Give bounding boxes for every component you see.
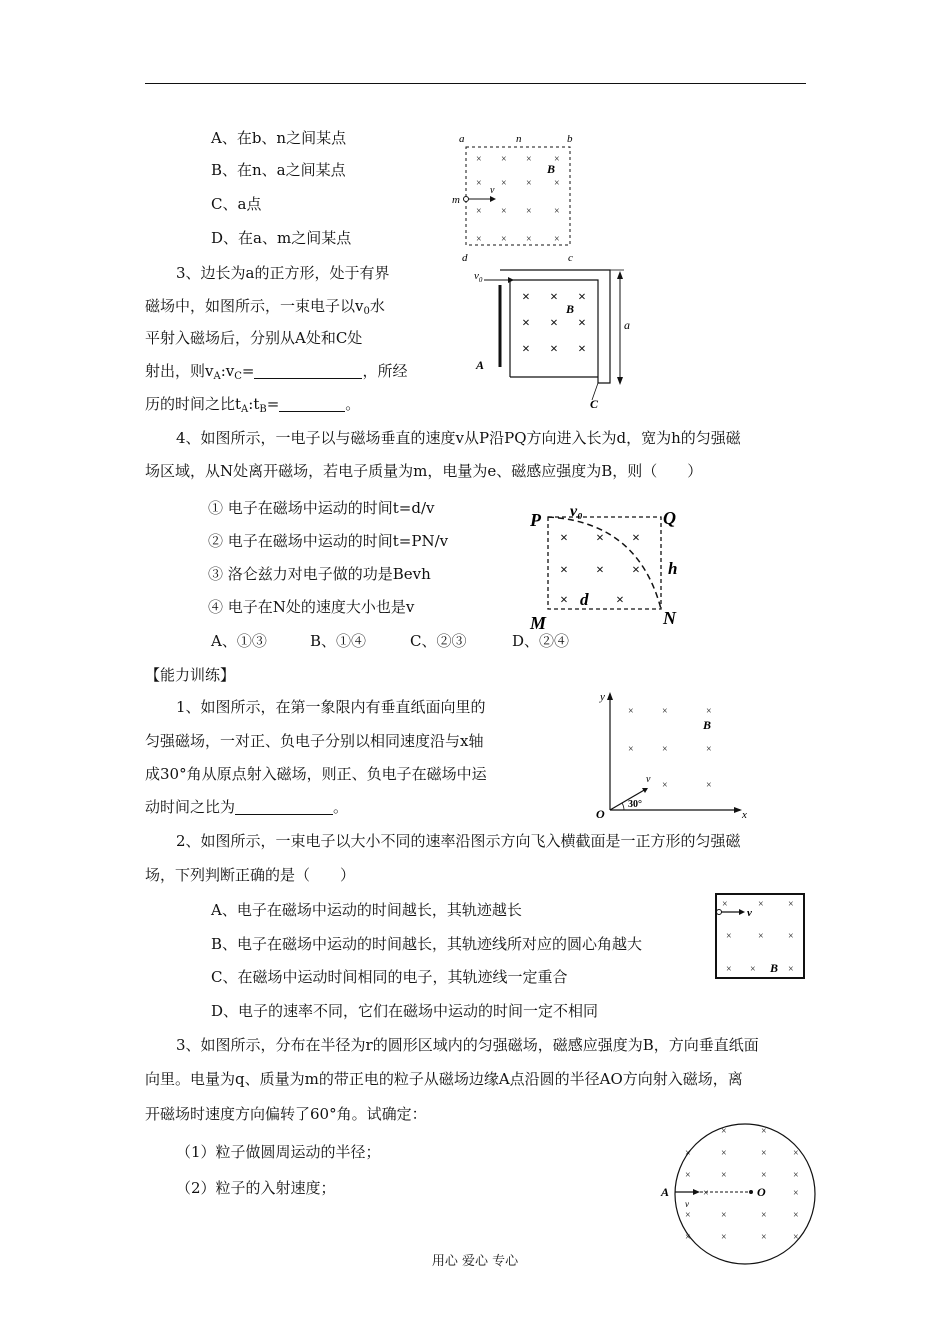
answer-blank-velocity-ratio[interactable] [254,364,362,379]
label-A: A [476,358,485,372]
q4-opt1: ① 电子在磁场中运动的时间t=d/v [208,499,435,517]
svg-text:×: × [758,899,764,910]
field-cross-marks [522,290,586,357]
svg-text:×: × [706,706,712,717]
svg-text:×: × [761,1210,767,1221]
svg-text:×: × [596,563,604,578]
label-B: B [566,302,575,316]
t2-option-a: A、电子在磁场中运动的时间越长，其轨迹越长 [211,901,522,919]
q2-option-d: D、在a、m之间某点 [211,229,352,247]
label-h: h [668,559,678,578]
svg-text:×: × [662,780,668,791]
label-Q: Q [663,508,676,528]
label-a: a [624,318,630,332]
label-c: c [568,252,573,264]
svg-text:×: × [578,290,586,305]
svg-text:×: × [793,1148,799,1159]
svg-text:×: × [788,964,794,975]
label-B: B [770,961,779,975]
q4-answer-b: B、①④ [310,632,367,650]
q2-option-c: C、a点 [211,195,262,213]
svg-text:×: × [596,531,604,546]
svg-text:×: × [522,342,530,357]
svg-text:×: × [476,206,482,217]
svg-text:×: × [761,1170,767,1181]
svg-text:×: × [501,234,507,245]
label-O: O [596,807,605,821]
svg-text:×: × [578,342,586,357]
svg-text:×: × [501,154,507,165]
label-y: y [600,691,605,703]
q3-line5: 历的时间之比$t_A:t_B=$ 。 [145,395,361,415]
t2-line2: 场，下列判断正确的是（ ） [145,866,356,884]
svg-text:×: × [560,531,568,546]
t1-line4: 动时间之比为 。 [145,798,349,816]
q3-line3: 平射入磁场后，分别从A处和C处 [145,329,363,347]
q4-answer-d: D、②④ [512,632,570,650]
svg-text:×: × [761,1148,767,1159]
label-B: B [547,162,556,176]
svg-text:×: × [726,931,732,942]
svg-text:×: × [522,316,530,331]
svg-text:×: × [476,234,482,245]
square-field-figure [450,130,590,265]
q4-line2: 场区域，从N处离开磁场，若电子质量为m，电量为e、磁感应强度为B，则（ ） [145,462,703,480]
answer-blank-time-ratio[interactable] [235,800,333,815]
header-rule [145,83,806,84]
svg-text:×: × [758,931,764,942]
svg-text:×: × [554,206,560,217]
label-C: C [590,397,599,411]
square-box-figure [712,890,812,985]
label-B: B [703,718,712,732]
q2-option-b: B、在n、a之间某点 [211,161,346,179]
svg-text:×: × [616,593,624,608]
svg-text:×: × [526,154,532,165]
svg-text:×: × [685,1232,691,1243]
t1-line2: 匀强磁场，一对正、负电子分别以相同速度沿与x轴 [145,732,484,750]
answer-blank-time-ratio[interactable] [279,397,345,412]
svg-text:×: × [788,899,794,910]
t2-line1: 2、如图所示，一束电子以大小不同的速率沿图示方向飞入横截面是一正方形的匀强磁 [176,832,741,850]
q3-line1: 3、边长为a的正方形，处于有界 [176,264,390,282]
label-v: v [490,185,495,196]
svg-text:×: × [761,1232,767,1243]
svg-text:×: × [662,744,668,755]
svg-text:×: × [578,316,586,331]
svg-text:×: × [550,316,558,331]
svg-text:×: × [550,342,558,357]
svg-text:×: × [793,1188,799,1199]
label-b: b [567,133,573,145]
t2-option-b: B、电子在磁场中运动的时间越长，其轨迹线所对应的圆心角越大 [211,935,643,953]
label-d: d [580,590,589,609]
svg-text:×: × [522,290,530,305]
svg-text:×: × [706,780,712,791]
t3-question1: （1）粒子做圆周运动的半径； [176,1143,381,1161]
t3-line2: 向里。电量为q、质量为m的带正电的粒子从磁场边缘A点沿圆的半径AO方向射入磁场，离 [145,1070,743,1088]
q4-opt4: ④ 电子在N处的速度大小也是v [208,598,415,616]
svg-text:×: × [526,178,532,189]
label-v0: $v_0$ [474,270,483,284]
t1-line3: 成30°角从原点射入磁场，则正、负电子在磁场中运 [145,765,487,783]
svg-text:×: × [501,178,507,189]
label-P: P [530,510,541,530]
svg-text:×: × [721,1170,727,1181]
svg-text:×: × [721,1210,727,1221]
svg-text:×: × [703,1188,709,1199]
svg-text:×: × [476,154,482,165]
q2-option-a: A、在b、n之间某点 [211,129,347,147]
field-cross-marks [722,899,794,975]
svg-text:×: × [722,899,728,910]
svg-text:×: × [721,1148,727,1159]
svg-text:×: × [662,706,668,717]
svg-text:×: × [685,1170,691,1181]
svg-text:×: × [726,964,732,975]
label-v: v [747,907,752,919]
svg-text:×: × [793,1210,799,1221]
label-N: N [663,608,676,628]
label-d: d [462,252,468,264]
svg-text:×: × [632,531,640,546]
bracket-field-figure [470,265,630,410]
svg-text:×: × [706,744,712,755]
pqnm-field-figure [528,502,693,632]
q3-line2: 磁场中，如图所示，一束电子以$v_0$水 [145,297,385,317]
label-M: M [530,613,547,633]
q4-line1: 4、如图所示，一电子以与磁场垂直的速度v从P沿PQ方向进入长为d，宽为h的匀强磁 [176,429,741,447]
label-v: v [685,1199,689,1209]
svg-text:×: × [750,964,756,975]
q4-answer-a: A、①③ [211,632,267,650]
page-footer: 用心 爱心 专心 [431,1254,519,1269]
svg-text:×: × [554,178,560,189]
svg-text:×: × [685,1148,691,1159]
svg-text:×: × [526,234,532,245]
t1-line1: 1、如图所示，在第一象限内有垂直纸面向里的 [176,698,486,716]
svg-text:×: × [526,206,532,217]
label-a: a [459,133,465,145]
svg-text:×: × [793,1232,799,1243]
svg-text:×: × [685,1210,691,1221]
label-n: n [516,133,522,145]
first-quadrant-figure [590,688,750,823]
svg-text:×: × [761,1126,767,1137]
t3-question2: （2）粒子的入射速度； [176,1179,336,1197]
label-m: m [452,194,460,206]
t2-option-d: D、电子的速率不同，它们在磁场中运动的时间一定不相同 [211,1002,599,1020]
q4-opt3: ③ 洛仑兹力对电子做的功是Bevh [208,565,431,583]
label-A: A [661,1185,670,1199]
field-cross-marks [560,531,640,608]
field-cross-marks [685,1126,799,1243]
svg-text:×: × [554,154,560,165]
svg-text:×: × [721,1232,727,1243]
t3-line1: 3、如图所示，分布在半径为r的圆形区域内的匀强磁场，磁感应强度为B，方向垂直纸面 [176,1036,759,1054]
label-O: O [757,1185,766,1199]
svg-text:×: × [476,178,482,189]
label-x: x [742,809,747,821]
svg-text:×: × [501,206,507,217]
svg-text:×: × [560,593,568,608]
svg-text:×: × [628,706,634,717]
q4-answer-c: C、②③ [410,632,467,650]
svg-text:×: × [560,563,568,578]
svg-text:×: × [788,931,794,942]
svg-text:×: × [628,744,634,755]
label-angle: 30° [628,799,642,810]
t3-line3: 开磁场时速度方向偏转了60°角。试确定： [145,1105,427,1123]
svg-text:×: × [554,234,560,245]
section-title: 【能力训练】 [145,666,236,684]
q3-line4: 射出，则$v_A:v_C=$ ，所经 [145,362,408,382]
svg-text:×: × [793,1170,799,1181]
label-v0: v₀ [570,503,583,520]
t2-option-c: C、在磁场中运动时间相同的电子，其轨迹线一定重合 [211,968,568,986]
svg-text:×: × [721,1126,727,1137]
field-cross-marks [628,706,712,791]
q4-opt2: ② 电子在磁场中运动的时间t=PN/v [208,532,449,550]
svg-text:×: × [632,563,640,578]
label-v: v [646,774,651,785]
svg-text:×: × [550,290,558,305]
